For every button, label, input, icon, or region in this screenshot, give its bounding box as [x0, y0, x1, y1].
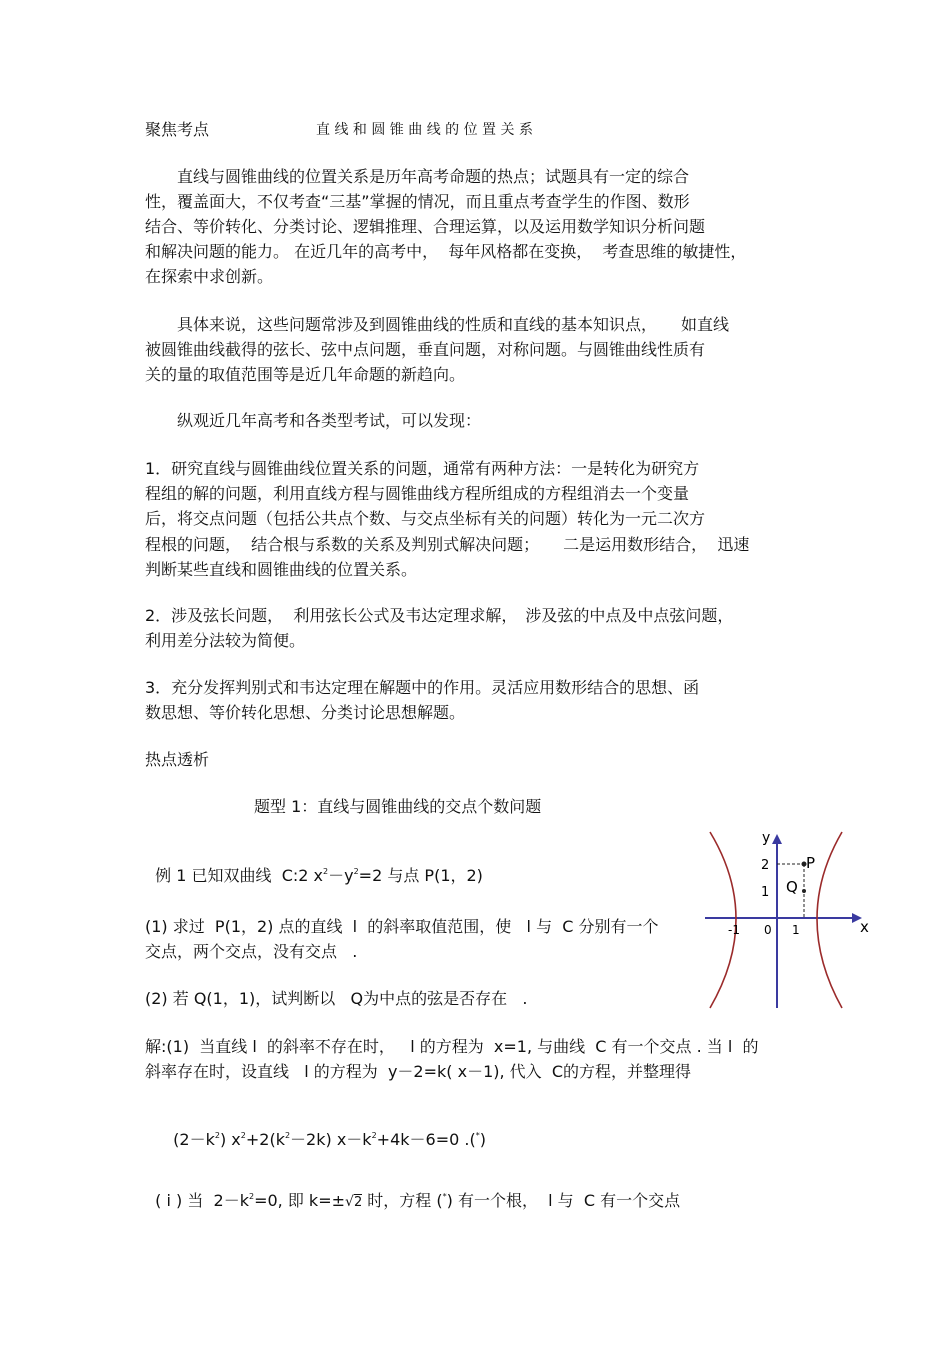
exponent: 2 — [323, 867, 329, 876]
x-tick-label: 0 — [764, 923, 772, 937]
x-tick-label: -1 — [728, 923, 740, 937]
hotspot-heading: 热点透析 — [145, 750, 210, 769]
exponent: 2 — [240, 1131, 246, 1140]
point-q-label: Q — [786, 878, 798, 896]
text-segment: ) — [479, 1130, 486, 1149]
y-axis-label: y — [762, 830, 771, 846]
text-line: 性，覆盖面大，不仅考查“三基”掌握的情况，而且重点考查学生的作图、数形 — [145, 192, 690, 211]
overview-line: 纵观近几年高考和各类型考试，可以发现： — [145, 411, 482, 430]
text-segment: －2k) x－k — [290, 1130, 372, 1149]
text-segment: =2 与点 P(1，2) — [358, 866, 483, 885]
text-segment: (2－k — [173, 1130, 215, 1149]
text-line: 具体来说，这些问题常涉及到圆锥曲线的性质和直线的基本知识点， 如直线 — [145, 315, 730, 334]
text-segment: 例 1 已知双曲线 C:2 x — [155, 866, 323, 885]
point-p-label: P — [806, 854, 816, 872]
text-segment: ( ⅰ ) 当 2－k — [155, 1191, 249, 1210]
text-line: 数思想、等价转化思想、分类讨论思想解题。 — [145, 703, 466, 722]
sqrt-sign: √ — [345, 1194, 354, 1210]
exponent: 2 — [353, 867, 359, 876]
text-line: 3．充分发挥判别式和韦达定理在解题中的作用。灵活应用数形结合的思想、函 — [145, 678, 700, 697]
question-2: (2) 若 Q(1，1)，试判断以 Q为中点的弦是否存在 . — [145, 989, 528, 1008]
y-tick-label: 1 — [761, 885, 770, 900]
exponent: 2 — [214, 1131, 220, 1140]
doc-title: 直 线 和 圆 锥 曲 线 的 位 置 关 系 — [316, 122, 533, 138]
text-line: 关的量的取值范围等是近几年命题的新趋向。 — [145, 365, 466, 384]
text-segment: －y — [328, 866, 354, 885]
text-line: 被圆锥曲线截得的弦长、弦中点问题，垂直问题，对称问题。与圆锥曲线性质有 — [145, 340, 706, 359]
text-line: 后，将交点问题（包括公共点个数、与交点坐标有关的问题）转化为一元二次方 — [145, 509, 706, 528]
text-segment: =0, 即 k=± — [254, 1191, 346, 1210]
hyperbola-left-branch — [710, 832, 736, 1008]
exponent: 2 — [248, 1192, 255, 1201]
text-segment: +4k－6=0 .( — [376, 1130, 476, 1149]
y-axis-arrow — [772, 834, 782, 844]
text-line: 直线与圆锥曲线的位置关系是历年高考命题的热点；试题具有一定的综合 — [145, 167, 690, 186]
text-line: 斜率存在时，设直线 l 的方程为 y－2=k( x－1), 代入 C的方程，并整理得 — [145, 1062, 692, 1081]
star-mark: * — [475, 1131, 480, 1140]
text-line: 利用差分法较为简便。 — [145, 631, 306, 650]
text-line: 结合、等价转化、分类讨论、逻辑推理、合理运算，以及运用数学知识分析问题 — [145, 217, 706, 236]
text-line: 交点，两个交点，没有交点 . — [145, 942, 358, 961]
text-line: 1．研究直线与圆锥曲线位置关系的问题，通常有两种方法：一是转化为研究方 — [145, 459, 700, 478]
star-mark: * — [442, 1192, 447, 1201]
hyperbola-figure — [700, 822, 880, 1012]
y-tick-label: 2 — [761, 858, 770, 873]
text-line: 2．涉及弦长问题， 利用弦长公式及韦达定理求解， 涉及弦的中点及中点弦问题， — [145, 606, 734, 625]
example-statement — [145, 846, 483, 886]
text-line: 和解决问题的能力。 在近几年的高考中， 每年风格都在变换， 考查思维的敏捷性， — [145, 242, 747, 261]
header-focus: 聚焦考点 — [145, 120, 210, 139]
type1-heading: 题型 1：直线与圆锥曲线的交点个数问题 — [254, 797, 542, 816]
point-q-marker — [802, 889, 806, 893]
x-tick-label: 1 — [792, 923, 800, 937]
text-line: (1) 求过 P(1，2) 点的直线 l 的斜率取值范围，使 l 与 C 分别有一个 — [145, 917, 659, 936]
text-segment: 时，方程 ( — [362, 1191, 443, 1210]
text-line: 解:(1) 当直线 l 的斜率不存在时， l 的方程为 x=1, 与曲线 C 有一个交点 . 当 l 的 — [145, 1037, 759, 1056]
hyperbola-right-branch — [817, 832, 842, 1008]
text-line: 判断某些直线和圆锥曲线的位置关系。 — [145, 560, 418, 579]
text-segment: ) x — [219, 1130, 241, 1149]
x-axis-label: x — [860, 918, 869, 936]
sqrt-radicand: 2 — [353, 1195, 363, 1210]
quadratic-equation — [163, 1110, 486, 1150]
text-line: 程组的解的问题，利用直线方程与圆锥曲线方程所组成的方程组消去一个变量 — [145, 484, 690, 503]
case-i — [145, 1171, 680, 1213]
text-line: 在探索中求创新。 — [145, 267, 274, 286]
exponent: 2 — [284, 1131, 291, 1140]
text-segment: ) 有一个根， l 与 C 有一个交点 — [446, 1191, 681, 1210]
text-segment: +2(k — [245, 1130, 285, 1149]
exponent: 2 — [371, 1131, 377, 1140]
text-line: 程根的问题， 结合根与系数的关系及判别式解决问题； 二是运用数形结合， 迅速 — [145, 535, 750, 554]
